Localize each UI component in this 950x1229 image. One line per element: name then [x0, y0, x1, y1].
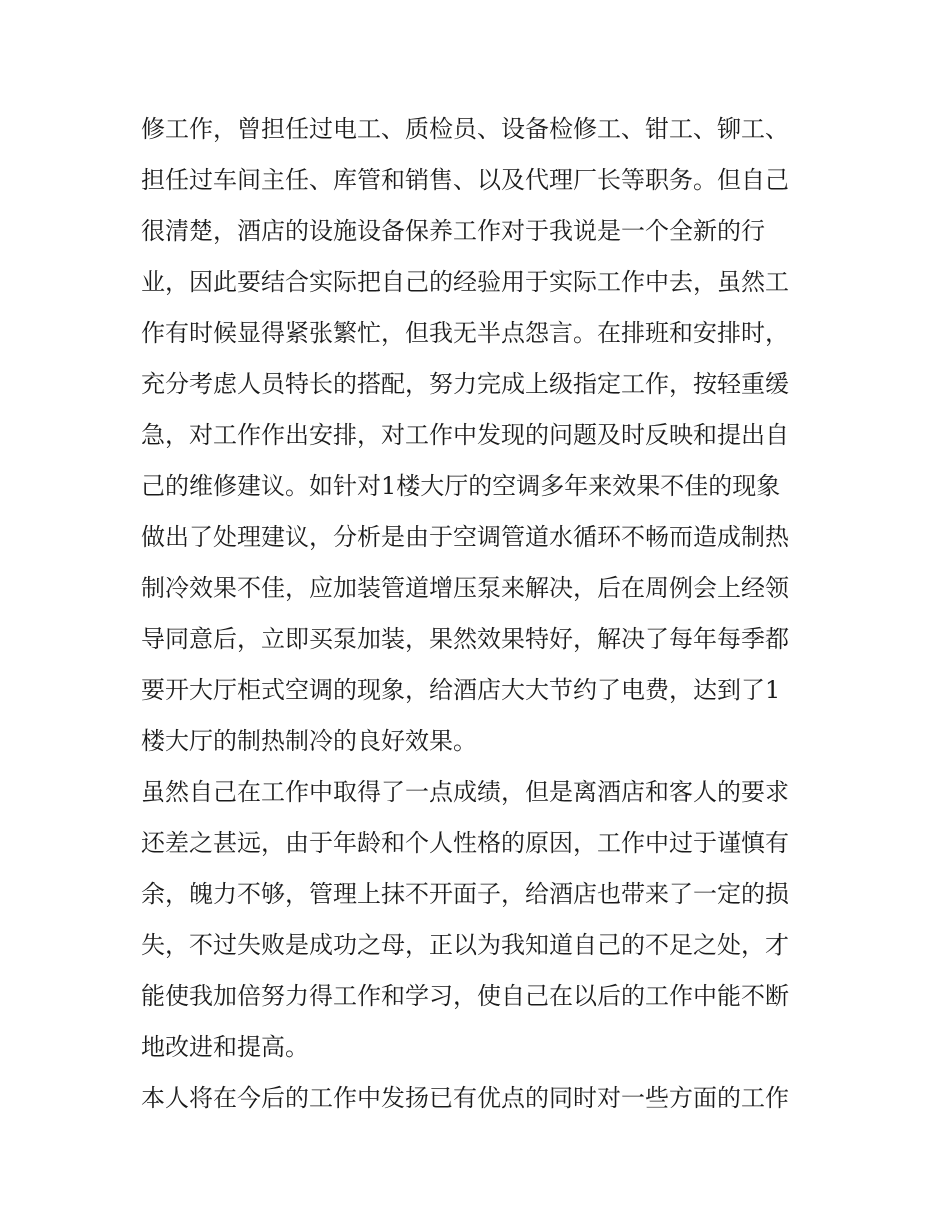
text-line: 导同意后，立即买泵加装，果然效果特好，解决了每年每季都 — [141, 625, 789, 653]
text-line: 业，因此要结合实际把自己的经验用于实际工作中去，虽然工 — [141, 268, 789, 296]
text-line: 担任过车间主任、库管和销售、以及代理厂长等职务。但自己 — [141, 166, 789, 194]
text-line: 要开大厅柜式空调的现象，给酒店大大节约了电费，达到了1 — [141, 676, 781, 704]
text-line: 很清楚，酒店的设施设备保养工作对于我说是一个全新的行 — [141, 217, 765, 245]
text-line: 失，不过失败是成功之母，正以为我知道自己的不足之处，才 — [141, 931, 789, 959]
text-line: 本人将在今后的工作中发扬已有优点的同时对一些方面的工作 — [141, 1084, 789, 1112]
text-line: 做出了处理建议，分析是由于空调管道水循环不畅而造成制热 — [141, 523, 789, 551]
text-line: 作有时候显得紧张繁忙，但我无半点怨言。在排班和安排时， — [141, 319, 789, 347]
text-line: 还差之甚远，由于年龄和个人性格的原因，工作中过于谨慎有 — [141, 829, 789, 857]
text-line: 能使我加倍努力得工作和学习，使自己在以后的工作中能不断 — [141, 982, 789, 1010]
text-line: 地改进和提高。 — [141, 1033, 309, 1061]
text-line: 制冷效果不佳，应加装管道增压泵来解决，后在周例会上经领 — [141, 574, 789, 602]
document-body — [141, 104, 821, 1124]
text-line: 急，对工作作出安排，对工作中发现的问题及时反映和提出自 — [141, 421, 789, 449]
text-line: 己的维修建议。如针对1楼大厅的空调多年来效果不佳的现象 — [141, 472, 781, 500]
paragraph-2 — [141, 767, 821, 1073]
text-line: 虽然自己在工作中取得了一点成绩，但是离酒店和客人的要求 — [141, 778, 789, 806]
text-line: 楼大厅的制热制冷的良好效果。 — [141, 727, 477, 755]
text-line: 充分考虑人员特长的搭配，努力完成上级指定工作，按轻重缓 — [141, 370, 789, 398]
text-line: 修工作，曾担任过电工、质检员、设备检修工、钳工、铆工、 — [141, 115, 789, 143]
text-line: 余，魄力不够，管理上抹不开面子，给酒店也带来了一定的损 — [141, 880, 789, 908]
paragraph-3 — [141, 1073, 821, 1124]
paragraph-1 — [141, 104, 821, 767]
